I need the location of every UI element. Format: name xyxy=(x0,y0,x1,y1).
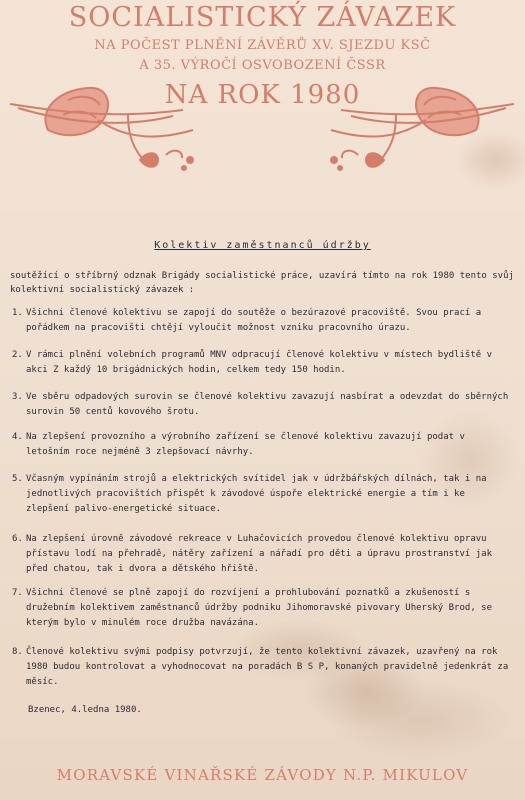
intro-paragraph: soutěžící o stříbrný odznak Brigády socialistické práce, uzavírá tímto na rok 1980 tento svůj kolektivní socialistický závazek : xyxy=(10,271,514,295)
header-title: SOCIALISTICKÝ ZÁVAZEK xyxy=(68,2,457,33)
item-number: 4. xyxy=(12,432,23,442)
item-text: Všichni členové kolektivu se zapojí do soutěže o bezúrazové pracoviště. Svou prací a pořádkem na pracovišti chtějí vyloučit možnost vzniku pracovního úrazu. xyxy=(26,308,482,333)
header-year: NA ROK 1980 xyxy=(164,80,361,110)
item-text: V rámci plnění volebních programů MNV odpracují členové kolektivu v místech bydliště v akci Z každý 10 brigádnických hodin, celkem tedy 150 hodin. xyxy=(26,350,492,375)
footer-company-name: MORAVSKÉ VINAŘSKÉ ZÁVODY N.P. MIKULOV xyxy=(56,766,469,784)
item-number: 2. xyxy=(12,350,23,360)
item-number: 5. xyxy=(12,474,23,484)
right-flag-ornament-icon xyxy=(326,60,516,175)
item-number: 6. xyxy=(12,534,23,544)
item-text: Členové kolektivu svými podpisy potvrzují, že tento kolektivní závazek, uzavřený na rok 1980 budou kontrolovat a vyhodnocovat na poradách B S P, konaných pravidelně jedenkrát za měsíc. xyxy=(26,647,509,687)
header-subtitle-line1: NA POČEST PLNĚNÍ ZÁVĚRŮ XV. SJEZDU KSČ xyxy=(94,38,431,53)
item-text: Včasným vypínáním strojů a elektrických svítidel jak v údržbářských dílnách, tak i na jednotlivých pracovištích přispět k závodové úspoře elektrické energie a tím i ke zlepšení palivo-energetické situace. xyxy=(26,474,487,514)
item-number: 1. xyxy=(12,308,23,318)
item-number: 8. xyxy=(12,647,23,657)
collective-title: Kolektiv zaměstnanců údržby xyxy=(154,240,371,251)
item-number: 3. xyxy=(12,392,23,402)
item-number: 7. xyxy=(12,588,23,598)
left-flag-ornament-icon xyxy=(8,60,198,175)
item-text: Ve sběru odpadových surovin se členové kolektivu zavazují nasbírat a odevzdat do sběrných surovin 50 centů kovového šrotu. xyxy=(26,392,509,417)
header-subtitle-line2: A 35. VÝROČÍ OSVOBOZENÍ ČSSR xyxy=(139,58,386,73)
place-and-date: Bzenec, 4.ledna 1980. xyxy=(28,705,142,715)
item-text: Na zlepšení úrovně závodové rekreace v Luhačovicích provedou členové kolektivu opravu přístavu lodí na přehradě, nátěry zařízení a nářadí pro děti a úpravu prostranství jak před chatou, tak i dvora a dětského hřiště. xyxy=(26,534,492,574)
item-text: Všichni členové se plně zapojí do rozvíjení a prohlubování poznatků a zkušeností s družebním kolektivem zaměstnanců údržby podniku Jihomoravské pivovary Uherský Brod, se kterým bylo v minulém roce družba navázána. xyxy=(26,588,492,628)
item-text: Na zlepšení provozního a výrobního zařízení se členové kolektivu zavazují podat v letošním roce nejméně 3 zlepšovací návrhy. xyxy=(26,432,465,457)
letterhead xyxy=(0,0,525,200)
